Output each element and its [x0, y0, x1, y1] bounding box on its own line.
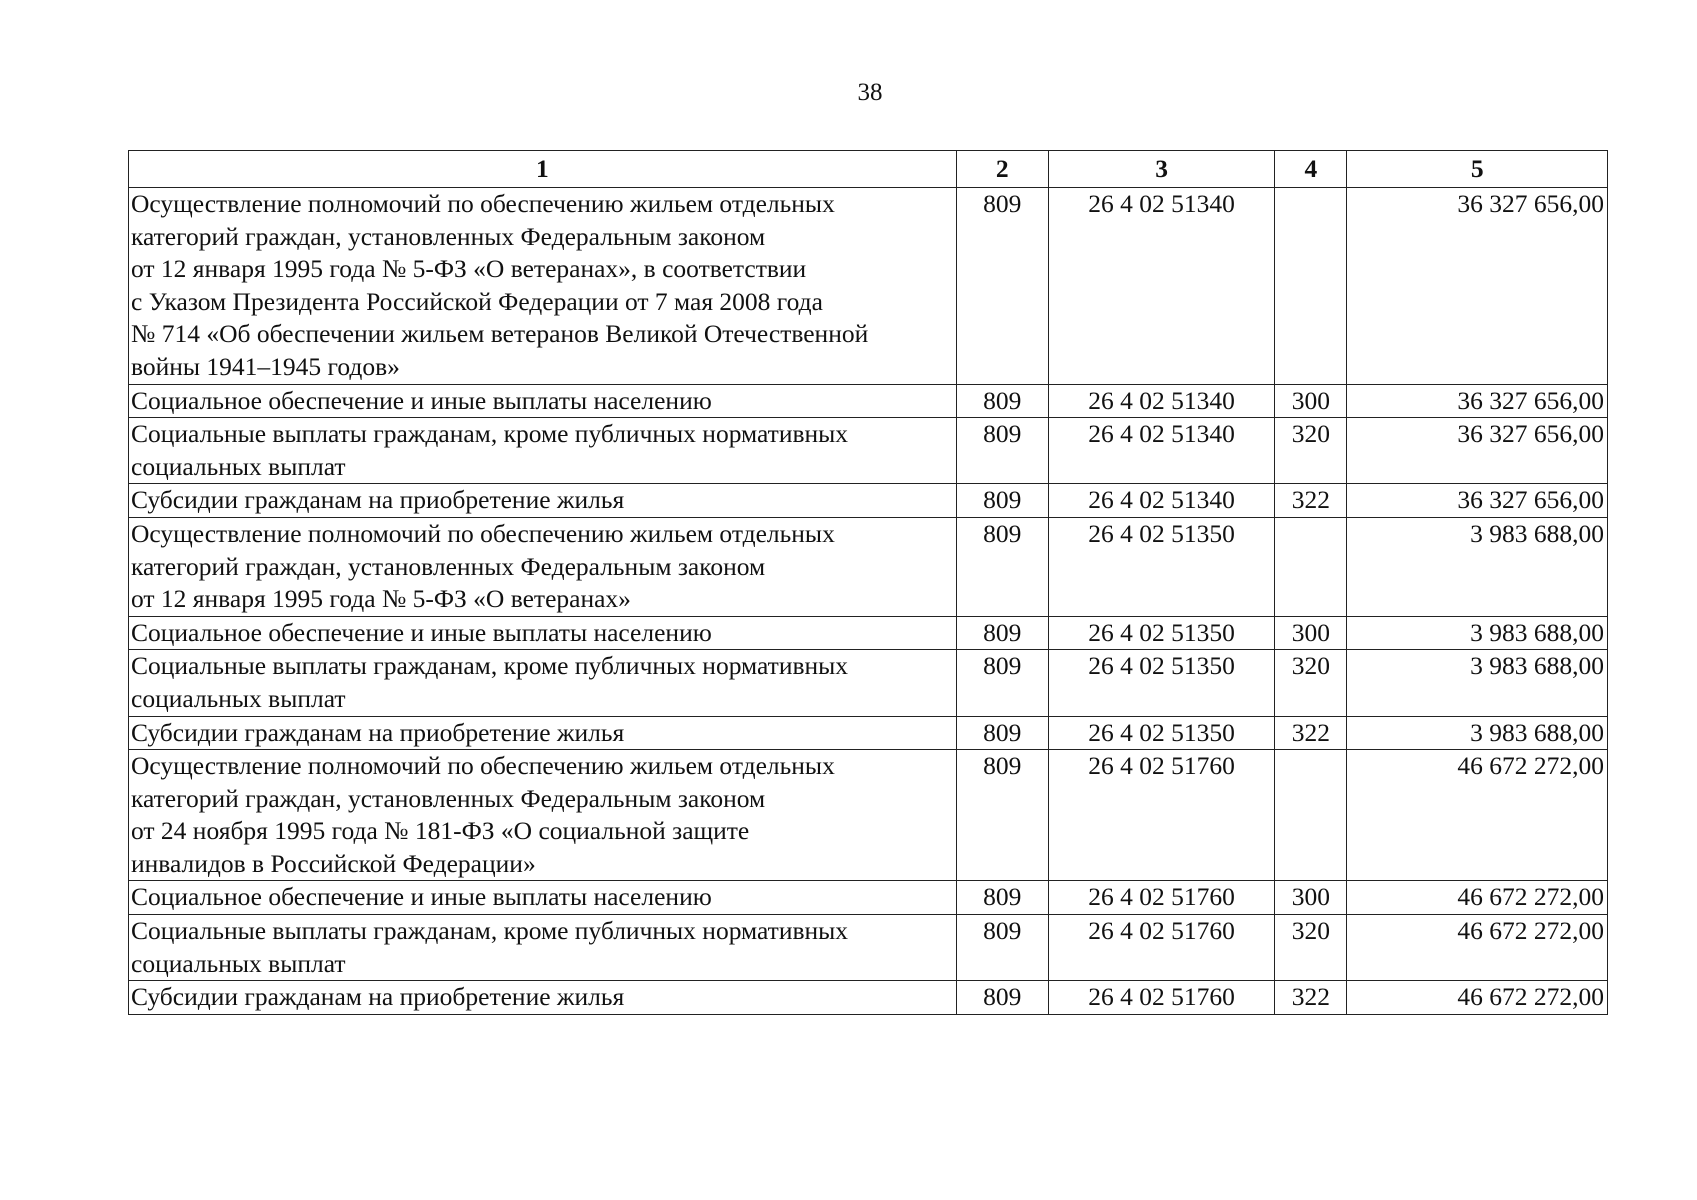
- row-sum-cell: 36 327 656,00: [1347, 418, 1608, 484]
- table-row: [129, 750, 1608, 881]
- row-name-line: Социальные выплаты гражданам, кроме публичных нормативных: [131, 651, 849, 681]
- header-col-2: 2: [956, 151, 1048, 188]
- row-vr-cell: 322: [1275, 981, 1347, 1015]
- header-row: [129, 151, 1608, 188]
- row-name-line: Осуществление полномочий по обеспечению жильем отдельных: [131, 189, 835, 218]
- row-vr-cell: [1275, 517, 1347, 616]
- row-vr-cell: [1275, 750, 1347, 881]
- row-name-cell: [129, 981, 957, 1015]
- row-csr-cell: 26 4 02 51760: [1048, 881, 1274, 915]
- row-vr-cell: [1275, 188, 1347, 385]
- table-row: [129, 915, 1608, 981]
- table-row: [129, 188, 1608, 385]
- row-csr-cell: 26 4 02 51350: [1048, 650, 1274, 716]
- row-sum-cell: 3 983 688,00: [1347, 616, 1608, 650]
- row-csr-cell: 26 4 02 51760: [1048, 750, 1274, 881]
- row-sum-cell: 46 672 272,00: [1347, 750, 1608, 881]
- header-col-4: 4: [1275, 151, 1347, 188]
- row-name-cell: [129, 188, 957, 385]
- row-name-line: Осуществление полномочий по обеспечению жильем отдельных: [131, 751, 835, 781]
- row-vr-cell: 320: [1275, 418, 1347, 484]
- row-name-line: социальных выплат: [131, 948, 346, 978]
- row-name-cell: [129, 915, 957, 981]
- row-grbs-cell: 809: [956, 188, 1048, 385]
- row-name-line: Субсидии гражданам на приобретение жилья: [131, 485, 625, 515]
- row-name-cell: [129, 750, 957, 881]
- row-sum-cell: 46 672 272,00: [1347, 981, 1608, 1015]
- row-name-cell: [129, 650, 957, 716]
- budget-table: [128, 150, 1608, 1015]
- row-grbs-cell: 809: [956, 716, 1048, 750]
- row-sum-cell: 46 672 272,00: [1347, 915, 1608, 981]
- row-grbs-cell: 809: [956, 616, 1048, 650]
- row-name-cell: [129, 384, 957, 418]
- row-name-line: социальных выплат: [131, 683, 346, 713]
- row-grbs-cell: 809: [956, 418, 1048, 484]
- row-csr-cell: 26 4 02 51350: [1048, 517, 1274, 616]
- row-name-line: категорий граждан, установленных Федеральным законом: [131, 221, 766, 251]
- row-vr-cell: 322: [1275, 484, 1347, 518]
- table-header: [129, 151, 1608, 188]
- row-csr-cell: 26 4 02 51760: [1048, 981, 1274, 1015]
- table-row: [129, 881, 1608, 915]
- row-name-line: Социальное обеспечение и иные выплаты населению: [131, 385, 712, 415]
- row-sum-cell: 46 672 272,00: [1347, 881, 1608, 915]
- row-name-cell: [129, 716, 957, 750]
- row-grbs-cell: 809: [956, 981, 1048, 1015]
- row-grbs-cell: 809: [956, 750, 1048, 881]
- row-name-line: категорий граждан, установленных Федеральным законом: [131, 551, 766, 581]
- row-name-line: войны 1941–1945 годов»: [131, 351, 400, 381]
- row-vr-cell: 322: [1275, 716, 1347, 750]
- row-vr-cell: 320: [1275, 650, 1347, 716]
- row-grbs-cell: 809: [956, 650, 1048, 716]
- row-name-line: от 24 ноября 1995 года № 181-ФЗ «О социальной защите: [131, 816, 750, 846]
- row-name-line: Социальные выплаты гражданам, кроме публичных нормативных: [131, 419, 849, 449]
- row-vr-cell: 300: [1275, 616, 1347, 650]
- table-row: [129, 981, 1608, 1015]
- row-sum-cell: 36 327 656,00: [1347, 384, 1608, 418]
- row-name-cell: [129, 881, 957, 915]
- row-csr-cell: 26 4 02 51340: [1048, 384, 1274, 418]
- row-name-line: от 12 января 1995 года № 5-ФЗ «О ветеранах»: [131, 584, 631, 614]
- table-body: [129, 188, 1608, 1015]
- row-sum-cell: 3 983 688,00: [1347, 517, 1608, 616]
- row-vr-cell: 320: [1275, 915, 1347, 981]
- row-grbs-cell: 809: [956, 384, 1048, 418]
- row-name-line: от 12 января 1995 года № 5-ФЗ «О ветеранах», в соответствии: [131, 254, 807, 284]
- row-name-line: Социальное обеспечение и иные выплаты населению: [131, 617, 712, 647]
- row-grbs-cell: 809: [956, 881, 1048, 915]
- table-row: [129, 616, 1608, 650]
- page-number: 38: [857, 79, 883, 106]
- row-name-line: категорий граждан, установленных Федеральным законом: [131, 783, 766, 813]
- row-vr-cell: 300: [1275, 881, 1347, 915]
- row-grbs-cell: 809: [956, 484, 1048, 518]
- header-col-1: 1: [129, 151, 957, 188]
- row-csr-cell: 26 4 02 51340: [1048, 484, 1274, 518]
- row-name-line: Субсидии гражданам на приобретение жилья: [131, 982, 625, 1012]
- row-csr-cell: 26 4 02 51350: [1048, 716, 1274, 750]
- table-row: [129, 716, 1608, 750]
- row-name-line: Субсидии гражданам на приобретение жилья: [131, 717, 625, 747]
- row-name-line: социальных выплат: [131, 451, 346, 481]
- row-vr-cell: 300: [1275, 384, 1347, 418]
- row-name-line: № 714 «Об обеспечении жильем ветеранов Великой Отечественной: [131, 319, 869, 349]
- row-sum-cell: 36 327 656,00: [1347, 188, 1608, 385]
- row-grbs-cell: 809: [956, 915, 1048, 981]
- table-row: [129, 484, 1608, 518]
- row-name-cell: [129, 484, 957, 518]
- row-name-line: Социальные выплаты гражданам, кроме публичных нормативных: [131, 916, 849, 946]
- row-sum-cell: 36 327 656,00: [1347, 484, 1608, 518]
- row-name-line: Социальное обеспечение и иные выплаты населению: [131, 882, 712, 912]
- header-col-5: 5: [1347, 151, 1608, 188]
- row-csr-cell: 26 4 02 51340: [1048, 418, 1274, 484]
- row-sum-cell: 3 983 688,00: [1347, 716, 1608, 750]
- row-name-cell: [129, 616, 957, 650]
- table-row: [129, 384, 1608, 418]
- header-col-3: 3: [1048, 151, 1274, 188]
- table-row: [129, 650, 1608, 716]
- row-name-line: Осуществление полномочий по обеспечению жильем отдельных: [131, 518, 835, 548]
- row-name-line: инвалидов в Российской Федерации»: [131, 848, 536, 878]
- table-row: [129, 418, 1608, 484]
- row-name-cell: [129, 517, 957, 616]
- row-name-line: с Указом Президента Российской Федерации от 7 мая 2008 года: [131, 286, 823, 316]
- table-row: [129, 517, 1608, 616]
- row-name-cell: [129, 418, 957, 484]
- row-csr-cell: 26 4 02 51340: [1048, 188, 1274, 385]
- row-csr-cell: 26 4 02 51350: [1048, 616, 1274, 650]
- row-sum-cell: 3 983 688,00: [1347, 650, 1608, 716]
- row-grbs-cell: 809: [956, 517, 1048, 616]
- row-csr-cell: 26 4 02 51760: [1048, 915, 1274, 981]
